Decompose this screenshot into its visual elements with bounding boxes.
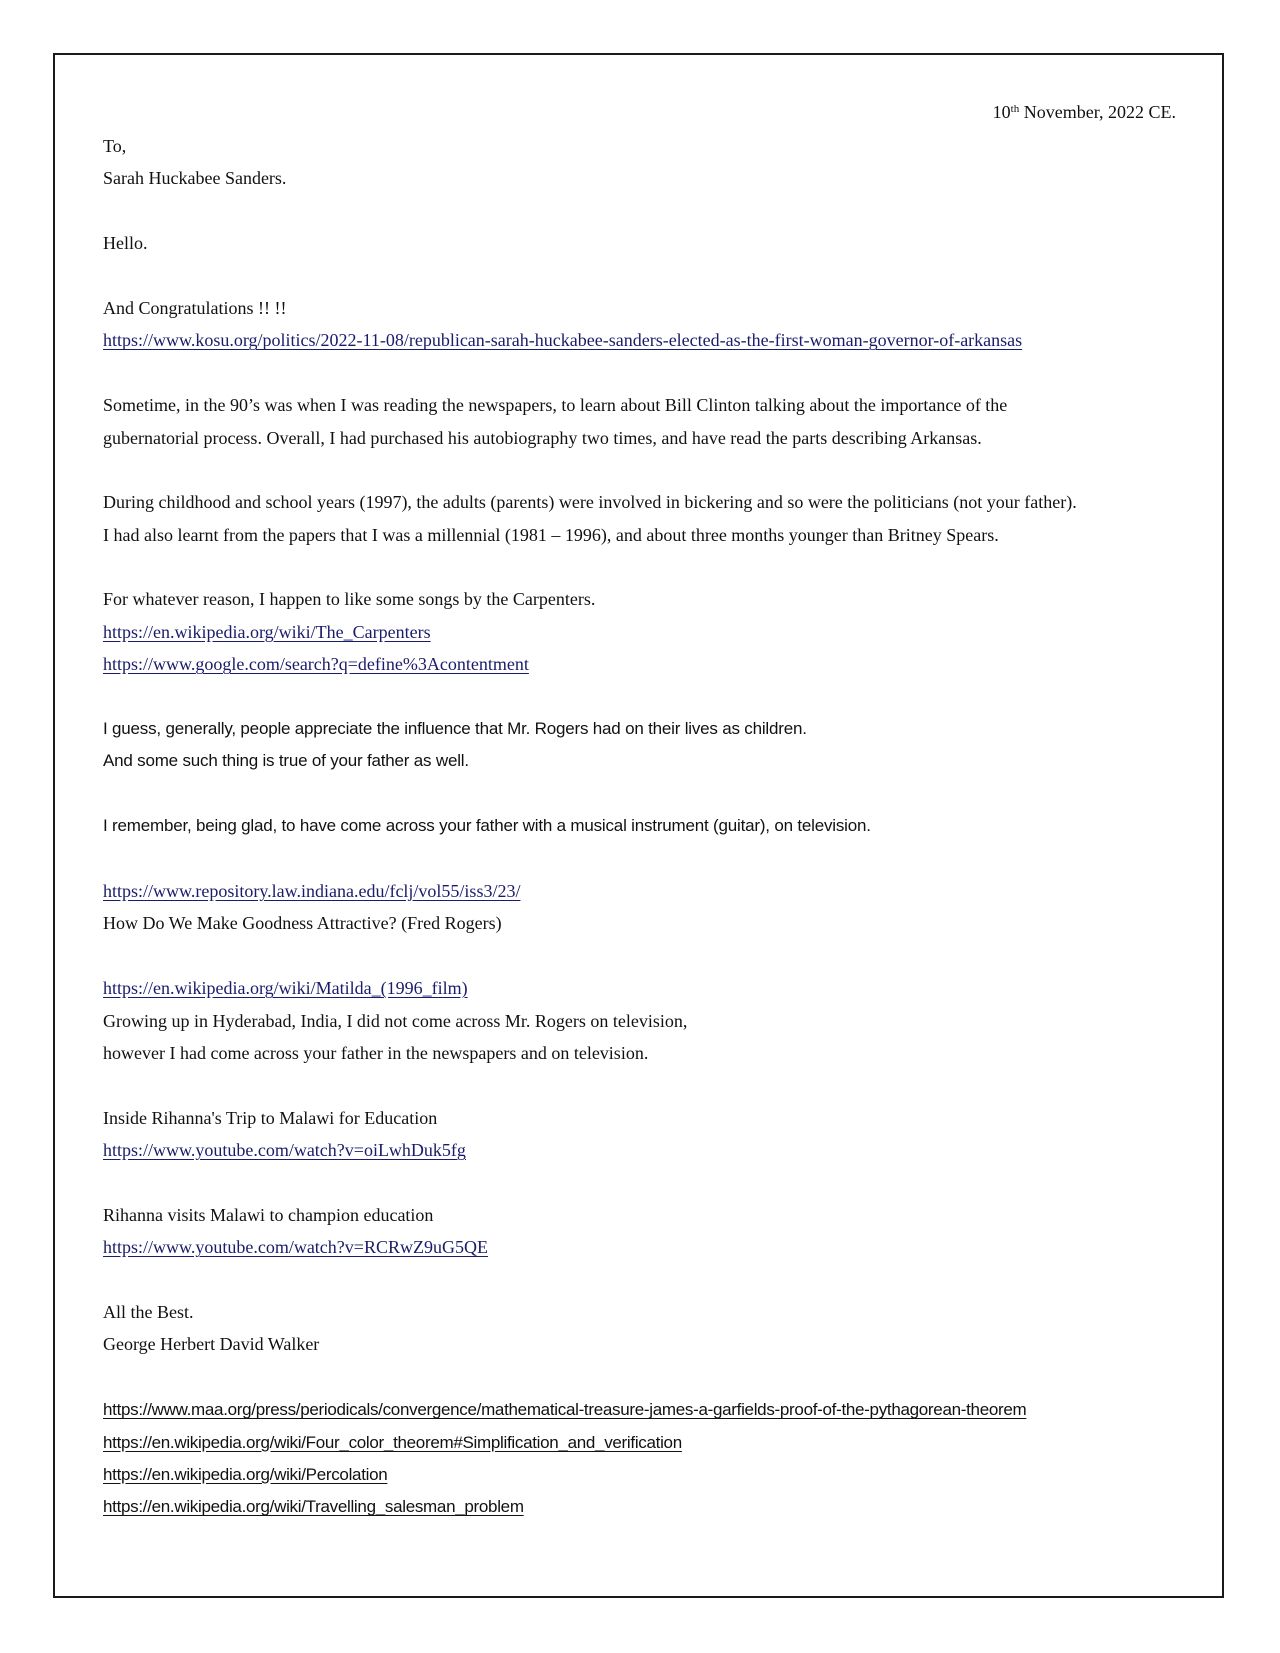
closing: All the Best. [103,1302,194,1323]
paragraph-hyderabad-line-1: Growing up in Hyderabad, India, I did not come across Mr. Rogers on television, [103,1010,688,1031]
salutation-to: To, [103,136,127,156]
date-day: 10 [992,102,1011,122]
link-matilda[interactable]: https://en.wikipedia.org/wiki/Matilda_(1996_film) [103,978,468,999]
link-indiana-repository[interactable]: https://www.repository.law.indiana.edu/fclj/vol55/iss3/23/ [103,880,521,901]
date-ordinal-suffix: th [1010,103,1020,115]
link-carpenters[interactable]: https://en.wikipedia.org/wiki/The_Carpenters [103,621,431,642]
recipient-name: Sarah Huckabee Sanders. [103,168,287,189]
letter-body [103,130,1203,1523]
link-kosu-article[interactable]: https://www.kosu.org/politics/2022-11-08/republican-sarah-huckabee-sanders-elected-as-the-first-woman-governor-of-arkansas [103,330,1023,351]
paragraph-childhood-line-2: I had also learnt from the papers that I was a millennial (1981 – 1996), and about three months younger than Britney Spears. [103,524,999,545]
paragraph-hyderabad-line-2: however I had come across your father in the newspapers and on television. [103,1042,649,1063]
link-travelling-salesman[interactable]: https://en.wikipedia.org/wiki/Travelling_salesman_problem [103,1497,524,1517]
rihanna-video-2-title: Rihanna visits Malawi to champion education [103,1204,434,1225]
greeting: Hello. [103,233,148,254]
link-maa-garfield-proof[interactable]: https://www.maa.org/press/periodicals/convergence/mathematical-treasure-james-a-garfields-proof-of-the-pythagorean-theorem [103,1400,1027,1420]
rihanna-video-1-title: Inside Rihanna's Trip to Malawi for Education [103,1107,438,1128]
paragraph-rogers-line-2: And some such thing is true of your father as well. [103,751,469,771]
paragraph-childhood-line-1: During childhood and school years (1997), the adults (parents) were involved in bickering and so were the politicians (not your father). [103,492,1077,513]
goodness-text: How Do We Make Goodness Attractive? (Fred Rogers) [103,913,502,934]
carpenters-text: For whatever reason, I happen to like some songs by the Carpenters. [103,589,596,610]
link-contentment[interactable]: https://www.google.com/search?q=define%3Acontentment [103,654,529,675]
paragraph-90s-line-2: gubernatorial process. Overall, I had purchased his autobiography two times, and have read the parts describing Arkansas. [103,427,982,448]
link-four-color-theorem[interactable]: https://en.wikipedia.org/wiki/Four_color_theorem#Simplification_and_verification [103,1432,682,1452]
link-percolation[interactable]: https://en.wikipedia.org/wiki/Percolation [103,1465,388,1485]
paragraph-90s-line-1: Sometime, in the 90’s was when I was reading the newspapers, to learn about Bill Clinton talking about the importance of the [103,395,1008,416]
paragraph-rogers-line-1: I guess, generally, people appreciate the influence that Mr. Rogers had on their lives as children. [103,719,807,739]
guitar-text: I remember, being glad, to have come across your father with a musical instrument (guitar), on television. [103,816,871,836]
letter-date [993,100,1176,124]
signature-name: George Herbert David Walker [103,1334,320,1355]
link-rihanna-video-1[interactable]: https://www.youtube.com/watch?v=oiLwhDuk5fg [103,1140,466,1161]
link-rihanna-video-2[interactable]: https://www.youtube.com/watch?v=RCRwZ9uG5QE [103,1237,488,1258]
date-rest: November, 2022 CE. [1019,102,1176,122]
congratulations-text: And Congratulations !! !! [103,297,287,318]
